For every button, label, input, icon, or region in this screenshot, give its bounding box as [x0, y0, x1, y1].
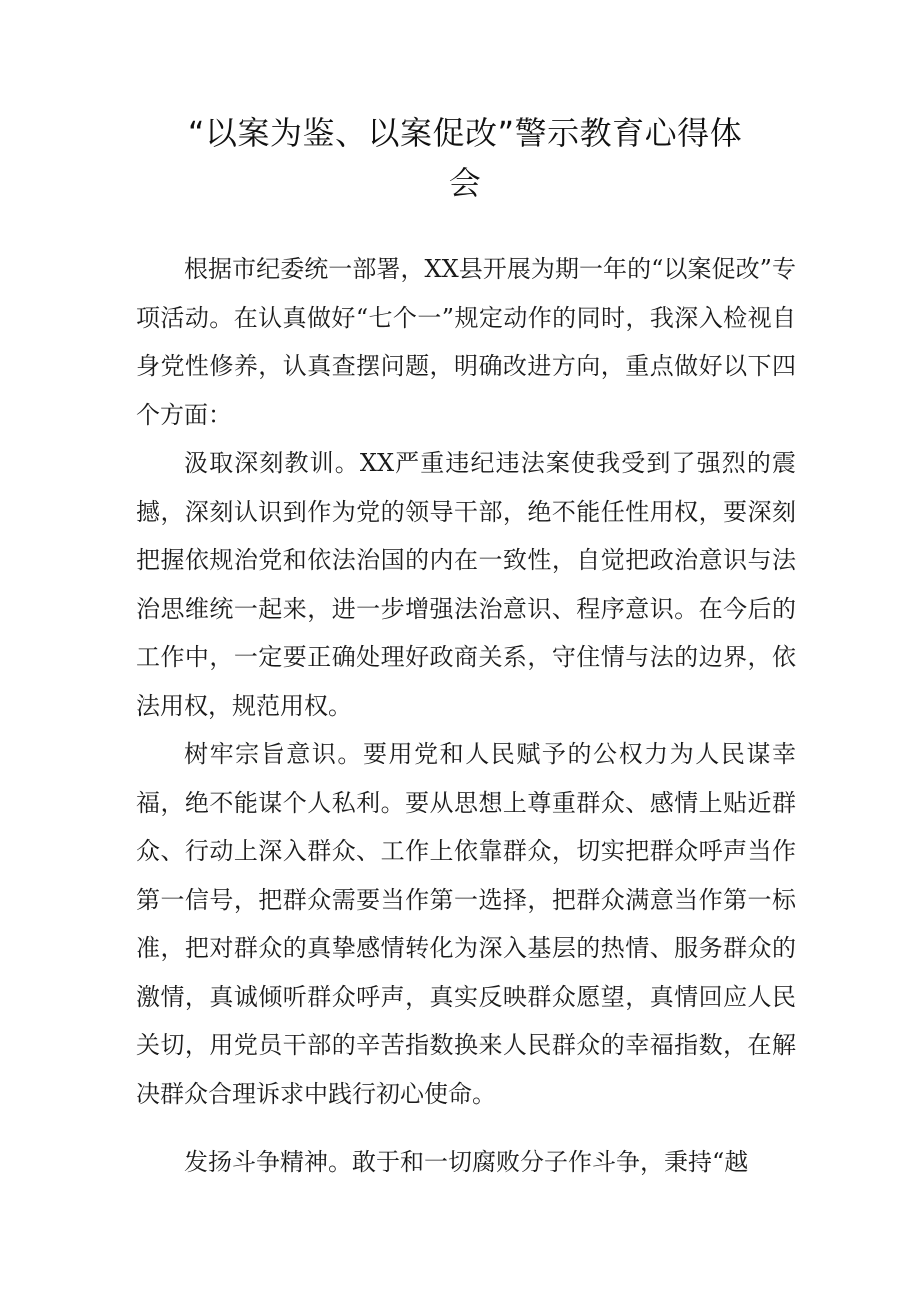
document-body	[136, 245, 796, 1187]
title-line-2: 会	[448, 164, 482, 202]
document-title	[170, 108, 760, 208]
paragraph-intro: 根据市纪委统一部署，XX县开展为期一年的“以案促改”专项活动。在认真做好“七个一”规定动作的同时，我深入检视自身党性修养，认真查摆问题，明确改进方向，重点做好以下四个方面：	[136, 255, 796, 429]
paragraph-purpose: 树牢宗旨意识。要用党和人民赋予的公权力为人民谋幸福，绝不能谋个人私利。要从思想上尊重群众、感情上贴近群众、行动上深入群众、工作上依靠群众，切实把群众呼声当作第一信号，把群众需要当作第一选择，把群众满意当作第一标准，把对群众的真挚感情转化为深入基层的热情、服务群众的激情，真诚倾听群众呼声，真实反映群众愿望，真情回应人民关切，用党员干部的辛苦指数换来人民群众的幸福指数，在解决群众合理诉求中践行初心使命。	[136, 740, 796, 1108]
title-line-1: “以案为鉴、以案促改”警示教育心得体	[187, 114, 743, 152]
paragraph-struggle: 发扬斗争精神。敢于和一切腐败分子作斗争，秉持“越	[184, 1148, 749, 1176]
paragraph-lessons: 汲取深刻教训。XX严重违纪违法案使我受到了强烈的震撼，深刻认识到作为党的领导干部，绝不能任性用权，要深刻把握依规治党和依法治国的内在一致性，自觉把政治意识与法治思维统一起来，进一步增强法治意识、程序意识。在今后的工作中，一定要正确处理好政商关系，守住情与法的边界，依法用权，规范用权。	[136, 449, 796, 720]
